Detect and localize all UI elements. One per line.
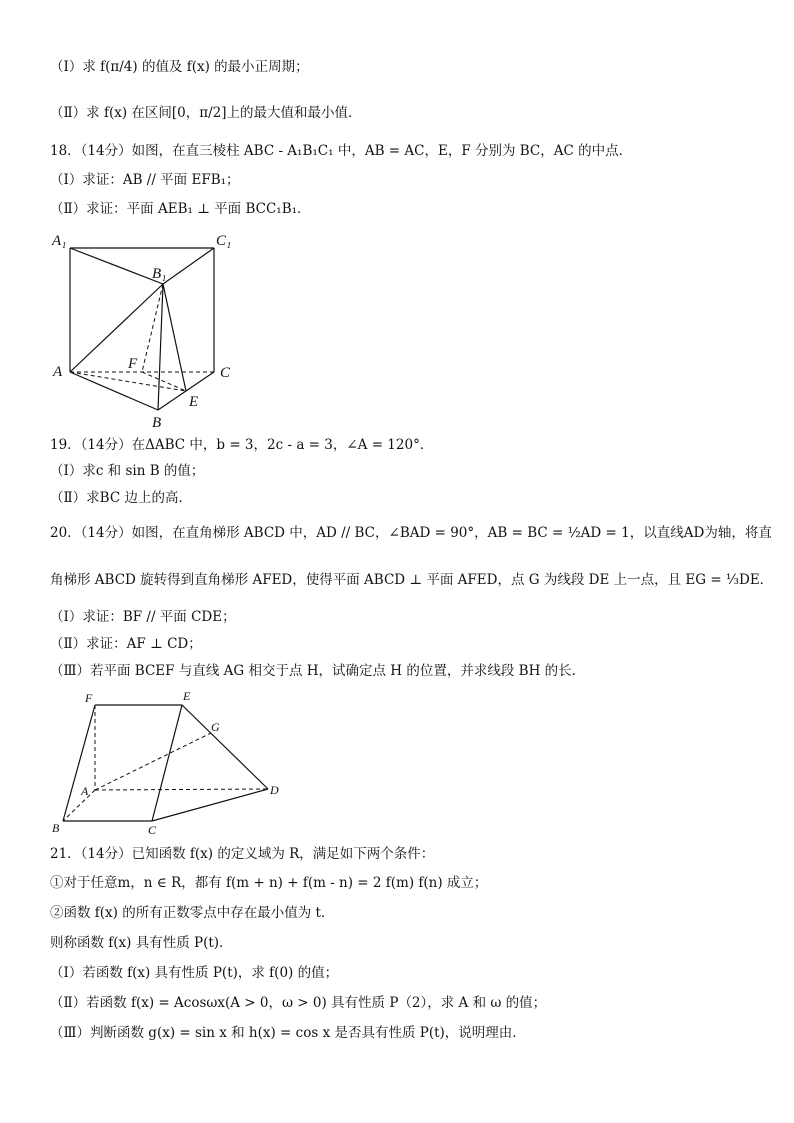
q18-part2: （Ⅱ）求证：平面 AEB₁ ⊥ 平面 BCC₁B₁． [50,201,311,217]
q21-stem: 21．（14分）已知函数 f(x) 的定义域为 R，满足如下两个条件： [50,846,435,862]
label-a1: A₁ [52,233,67,249]
edge-ad-hidden [95,789,268,790]
q18-stem: 18．（14分）如图，在直三棱柱 ABC - A₁B₁C₁ 中，AB = AC，E，F 分别为 BC，AC 的中点． [50,143,633,159]
q20-stem-line1: 20．（14分）如图，在直角梯形 ABCD 中，AD // BC，∠BAD = 90°，AB = BC = ½AD = 1，以直线AD为轴，将直 [50,525,772,541]
q19-part2: （Ⅱ）求BC 边上的高． [50,490,192,506]
q17-part1: （Ⅰ）求 f(π/4) 的值及 f(x) 的最小正周期； [50,59,309,75]
q21-part3: （Ⅲ）判断函数 g(x) = sin x 和 h(x) = cos x 是否具有性质 P(t)，说明理由． [50,1025,526,1041]
edge-a1b1 [70,248,163,284]
q21-condition2: ②函数 f(x) 的所有正数零点中存在最小值为 t． [50,905,335,921]
q21-part2: （Ⅱ）若函数 f(x) = Acosωx(A > 0，ω > 0) 具有性质 P（2），求 A 和 ω 的值； [50,995,547,1011]
edge-cd [152,789,268,821]
q19-stem: 19．（14分）在ΔABC 中，b = 3，2c - a = 3，∠A = 120°． [50,437,434,453]
label-b1: B₁ [152,266,167,282]
label-g: G [211,720,220,734]
q20-part2: （Ⅱ）求证：AF ⊥ CD； [50,636,202,652]
q20-part1: （Ⅰ）求证：BF // 平面 CDE； [50,609,236,625]
label-b: B [52,821,60,835]
edge-ag-hidden [95,733,211,790]
edge-fb [63,705,95,821]
label-c: C [148,823,157,837]
trapezoid-figure [48,688,288,838]
q21-part1: （Ⅰ）若函数 f(x) 具有性质 P(t)，求 f(0) 的值； [50,965,339,981]
edge-ab [70,372,158,410]
q18-part1: （Ⅰ）求证：AB // 平面 EFB₁； [50,172,240,188]
edge-ec [152,705,182,821]
edge-fe-hidden [142,372,186,391]
edge-b1e [163,284,186,391]
label-f: F [85,691,93,705]
prism-figure [48,228,248,433]
label-e: E [183,689,191,703]
q20-part3: （Ⅲ）若平面 BCEF 与直线 AG 相交于点 H，试确定点 H 的位置，并求线段 BH 的长． [50,663,586,679]
q21-definition: 则称函数 f(x) 具有性质 P(t)． [50,935,233,951]
edge-c1b1 [163,248,214,284]
label-f: F [128,356,138,372]
edge-ab1 [70,284,163,372]
label-e: E [189,394,199,410]
edge-ae-hidden [70,372,186,391]
label-a: A [81,784,89,798]
edge-ed [182,705,268,789]
label-a: A [53,364,63,380]
label-c: C [220,365,231,381]
q20-stem-line2: 角梯形 ABCD 旋转得到直角梯形 AFED，使得平面 ABCD ⊥ 平面 AFED，点 G 为线段 DE 上一点，且 EG = ⅓DE． [50,572,774,588]
label-c1: C₁ [216,233,232,249]
q17-part2: （Ⅱ）求 f(x) 在区间[0，π/2]上的最大值和最小值． [50,105,362,121]
q19-part1: （Ⅰ）求c 和 sin B 的值； [50,463,205,479]
label-d: D [270,783,279,797]
label-b: B [152,415,162,431]
q21-condition1: ①对于任意m，n ∈ R，都有 f(m + n) + f(m - n) = 2 f(m) f(n) 成立； [50,875,488,891]
edge-b1b [158,284,163,410]
